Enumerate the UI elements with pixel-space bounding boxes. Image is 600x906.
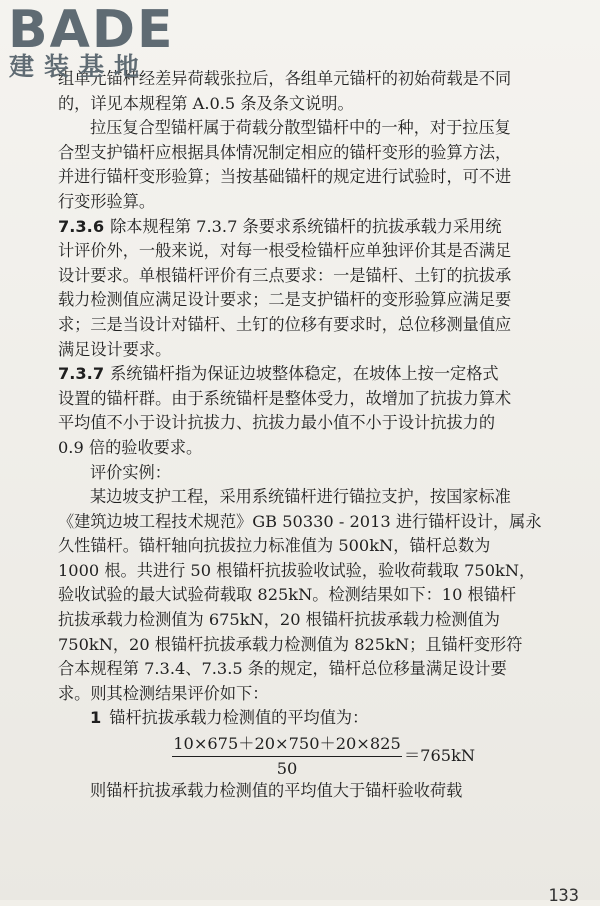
formula-denominator: 50 bbox=[276, 759, 298, 779]
list-number: 1 bbox=[90, 708, 102, 728]
formula-numerator: 10×675＋20×750＋20×825 bbox=[172, 733, 402, 757]
logo-subtitle: 建装基地 bbox=[9, 52, 150, 81]
list-text: 锚杆抗拔承载力检测值的平均值为： bbox=[109, 708, 369, 728]
text-line: 并进行锚杆变形验算；当按基础锚杆的规定进行试验时，可不进 bbox=[58, 167, 512, 187]
text-line: 0.9 倍的验收要求。 bbox=[58, 437, 203, 457]
text-line: 某边坡支护工程，采用系统锚杆进行锚拉支护，按国家标准 bbox=[90, 487, 511, 507]
section-number: 7.3.6 bbox=[58, 216, 105, 236]
text-line: 求。则其检测结果评价如下： bbox=[58, 683, 269, 703]
text-line: 验收试验的最大试验荷载取 825kN。检测结果如下：10 根锚杆 bbox=[58, 585, 517, 605]
section-text: 系统锚杆指为保证边坡整体稳定，在坡体上按一定格式 bbox=[110, 364, 499, 384]
text-line: 平均值不小于设计抗拔力、抗拔力最小值不小于设计抗拔力的 bbox=[58, 413, 496, 433]
text-line: 合型支护锚杆应根据具体情况制定相应的锚杆变形的验算方法， bbox=[58, 142, 512, 162]
text-line: 求；三是当设计对锚杆、土钉的位移有要求时，总位移测量值应 bbox=[58, 314, 512, 334]
document-body bbox=[58, 67, 578, 804]
text-line: 拉压复合型锚杆属于荷载分散型锚杆中的一种，对于拉压复 bbox=[90, 118, 511, 138]
logo-wordmark: BADE bbox=[8, 0, 175, 60]
section-7-3-6-first-line bbox=[58, 215, 578, 240]
text-line: 行变形验算。 bbox=[58, 191, 156, 211]
example-heading: 评价实例： bbox=[90, 462, 171, 482]
text-line: 抗拔承载力检测值为 675kN，20 根锚杆抗拔承载力检测值为 bbox=[58, 610, 500, 630]
formula-result: ＝765kN bbox=[404, 746, 476, 766]
text-line: 满足设计要求。 bbox=[58, 339, 172, 359]
list-item bbox=[58, 706, 578, 731]
text-line: 计评价外，一般来说，对每一根受检锚杆应单独评价其是否满足 bbox=[58, 241, 512, 261]
text-line: 设置的锚杆群。由于系统锚杆是整体受力，故增加了抗拔力算术 bbox=[58, 388, 512, 408]
page-number: 133 bbox=[548, 886, 579, 906]
text-line: 1000 根。共进行 50 根锚杆抗拔验收试验，验收荷载取 750kN， bbox=[58, 560, 536, 580]
bade-logo bbox=[8, 0, 178, 88]
text-line: 组单元锚杆经差异荷载张拉后，各组单元锚杆的初始荷载是不同 bbox=[58, 69, 512, 88]
text-line: 《建筑边坡工程技术规范》GB 50330 - 2013 进行锚杆设计，属永 bbox=[58, 511, 542, 531]
text-line: 合本规程第 7.3.4、7.3.5 条的规定，锚杆总位移量满足设计要 bbox=[58, 659, 507, 679]
text-line: 载力检测值应满足设计要求；二是支护锚杆的变形验算应满足要 bbox=[58, 290, 512, 310]
section-text: 除本规程第 7.3.7 条要求系统锚杆的抗拔承载力采用统 bbox=[110, 216, 502, 236]
text-line: 设计要求。单根锚杆评价有三点要求：一是锚杆、土钉的抗拔承 bbox=[58, 265, 512, 285]
formula-fraction bbox=[172, 733, 402, 780]
text-line: 750kN，20 根锚杆抗拔承载力检测值为 825kN；且锚杆变形符 bbox=[58, 634, 523, 654]
average-formula bbox=[58, 733, 578, 779]
text-line: 的，详见本规程第 A.0.5 条及条文说明。 bbox=[58, 93, 354, 113]
section-7-3-7-first-line bbox=[58, 362, 578, 387]
section-number: 7.3.7 bbox=[58, 364, 105, 384]
text-line: 久性锚杆。锚杆轴向抗拔拉力标准值为 500kN，锚杆总数为 bbox=[58, 536, 491, 556]
text-line: 则锚杆抗拔承载力检测值的平均值大于锚杆验收荷载 bbox=[90, 781, 463, 801]
